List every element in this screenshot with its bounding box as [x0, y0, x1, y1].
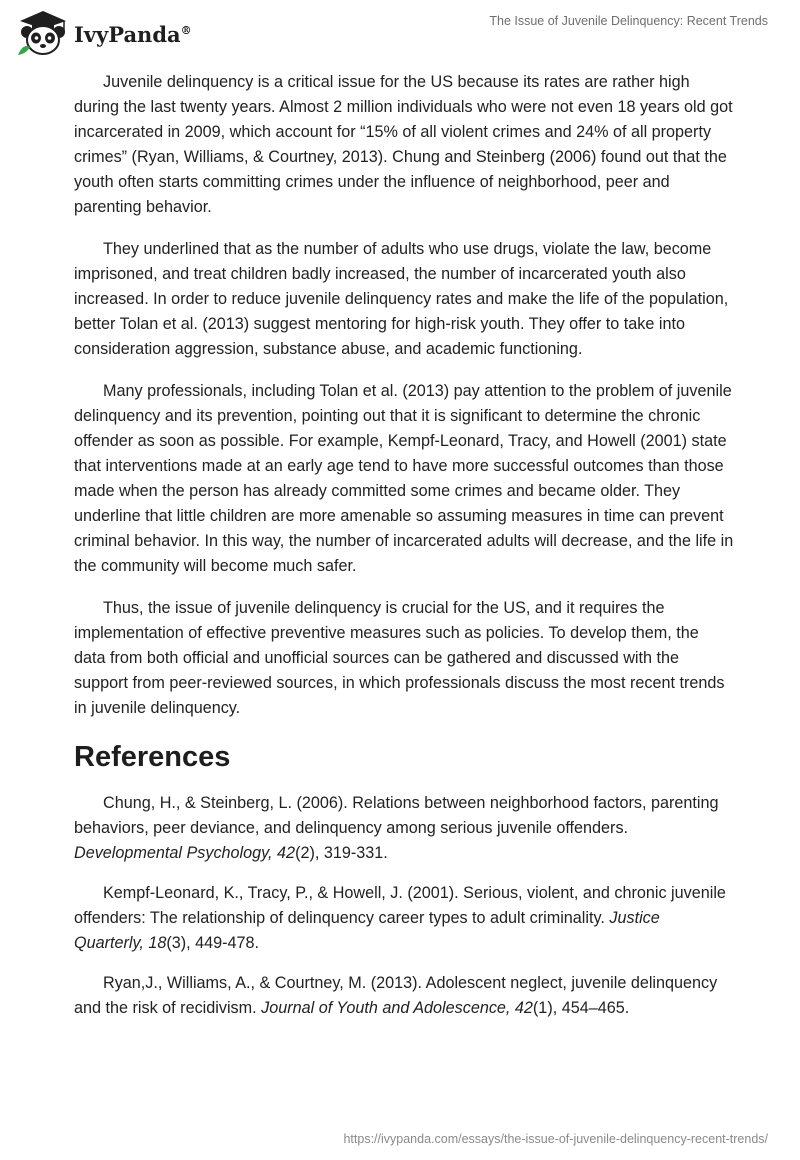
- page-header: [0, 0, 800, 70]
- document-title: The Issue of Juvenile Delinquency: Recent Trends: [489, 14, 768, 28]
- reference-item: Ryan,J., Williams, A., & Courtney, M. (2013). Adolescent neglect, juvenile delinquency and the risk of recidivism. Journal of Youth and Adolescence, 42(1), 454–465.: [74, 974, 718, 1017]
- body-paragraph: Many professionals, including Tolan et al. (2013) pay attention to the problem of juvenile delinquency and its prevention, pointing out that it is significant to determine the chronic offender as soon as possible. For example, Kempf-Leonard, Tracy, and Howell (2001) state that interventions made at an early age tend to have more successful outcomes than those made when the person has already committed some crimes and became older. They underline that little children are more amenable so assuming measures in time can prevent criminal behavior. In this way, the number of incarcerated adults will decrease, and the life in the community will become much safer.: [74, 382, 734, 575]
- reference-item: Kempf-Leonard, K., Tracy, P., & Howell, J. (2001). Serious, violent, and chronic juvenile offenders: The relationship of delinquency career types to adult criminality. Justice Quarterly, 18(3), 449-478.: [74, 884, 726, 952]
- essay-content: [74, 70, 734, 1036]
- source-url-link[interactable]: https://ivypanda.com/essays/the-issue-of-juvenile-delinquency-recent-trends/: [343, 1132, 768, 1146]
- body-paragraph: Juvenile delinquency is a critical issue for the US because its rates are rather high during the last twenty years. Almost 2 million individuals who were not even 18 years old got incarcerated in 2009, which account for “15% of all violent crimes and 24% of all property crimes” (Ryan, Williams, & Courtney, 2013). Chung and Steinberg (2006) found out that the youth often starts committing crimes under the influence of neighborhood, peer and parenting behavior.: [74, 73, 733, 216]
- brand-name: IvyPanda®: [74, 21, 192, 47]
- references-heading: References: [74, 741, 231, 773]
- panda-graduate-icon: [14, 7, 72, 57]
- reference-item: Chung, H., & Steinberg, L. (2006). Relations between neighborhood factors, parenting behaviors, peer deviance, and delinquency among serious juvenile offenders. Developmental Psychology, 42(2), 319-331.: [74, 794, 719, 862]
- body-paragraph: They underlined that as the number of adults who use drugs, violate the law, become imprisoned, and treat children badly increased, the number of incarcerated youth also increased. In order to reduce juvenile delinquency rates and make the life of the population, better Tolan et al. (2013) suggest mentoring for high-risk youth. They offer to take into consideration aggression, substance abuse, and academic functioning.: [74, 240, 729, 358]
- body-paragraph: Thus, the issue of juvenile delinquency is crucial for the US, and it requires the implementation of effective preventive measures such as policies. To develop them, the data from both official and unofficial sources can be gathered and discussed with the support from peer-reviewed sources, in which professionals discuss the most recent trends in juvenile delinquency.: [74, 599, 725, 717]
- brand-logo[interactable]: [14, 7, 192, 57]
